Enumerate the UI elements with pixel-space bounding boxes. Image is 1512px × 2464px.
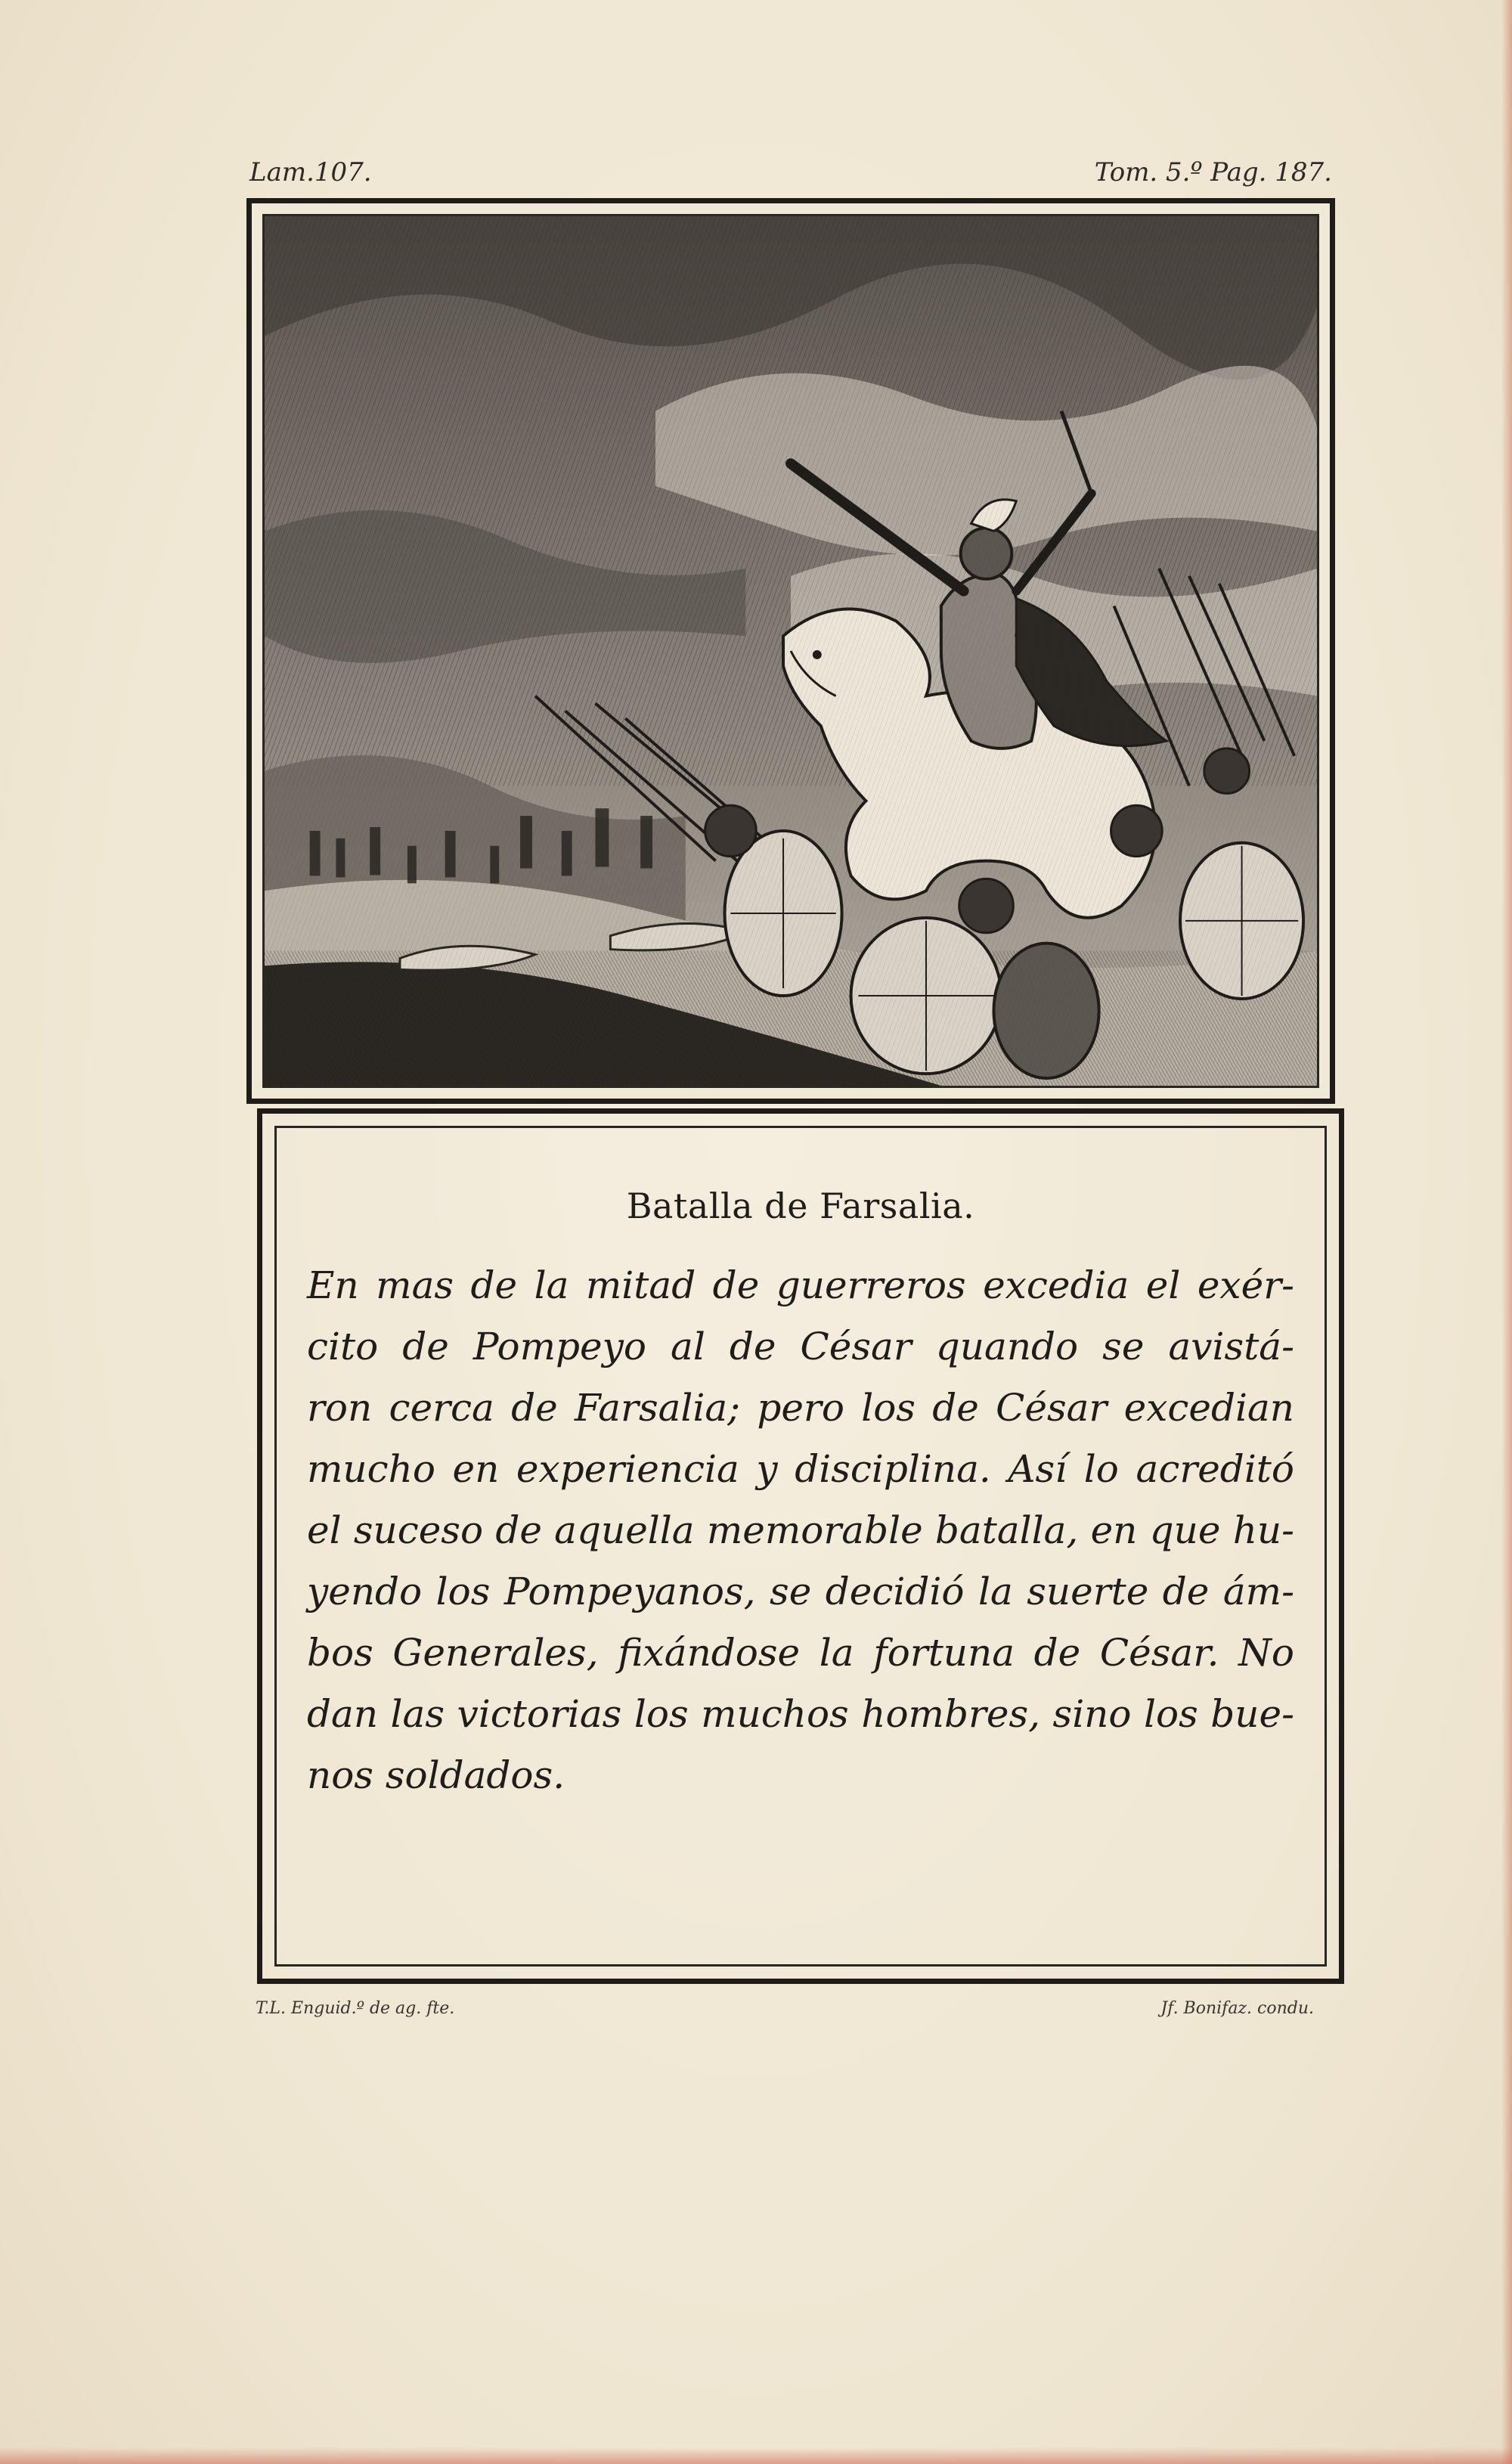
engraver-credit: T.L. Enguid.º de ag. fte.: [256, 1999, 455, 2018]
illustration: [262, 214, 1319, 1088]
caption-line: dan las victorias los muchos hombres, sino los bue-: [307, 1692, 1294, 1736]
caption-line: En mas de la mitad de guerreros excedia el exér-: [307, 1263, 1294, 1307]
caption-frame: [257, 1108, 1344, 1984]
caption-line: cito de Pompeyo al de César quando se avistá-: [307, 1325, 1294, 1368]
paper-edge-bottom: [0, 2447, 1512, 2464]
caption-line: mucho en experiencia y disciplina. Así lo acreditó: [307, 1447, 1294, 1491]
battle-engraving-icon: [265, 216, 1317, 1086]
caption-line: ron cerca de Farsalia; pero los de César excedian: [307, 1386, 1294, 1430]
caption-line: bos Generales, fixándose la fortuna de César. No: [307, 1631, 1294, 1675]
caption-panel: [274, 1126, 1327, 1967]
caption-line: el suceso de aquella memorable batalla, en que hu-: [307, 1508, 1294, 1552]
illustration-frame: [246, 198, 1335, 1104]
paper-edge-right: [1501, 0, 1512, 2464]
plate-number: Lam.107.: [249, 157, 372, 188]
director-credit: Jf. Bonifaz. condu.: [1160, 1999, 1314, 2018]
tome-page-reference: Tom. 5.º Pag. 187.: [1094, 157, 1332, 188]
caption-title: Batalla de Farsalia.: [626, 1186, 975, 1226]
caption-line: yendo los Pompeyanos, se decidió la suerte de ám-: [307, 1570, 1294, 1613]
caption-line: nos soldados.: [307, 1753, 565, 1797]
